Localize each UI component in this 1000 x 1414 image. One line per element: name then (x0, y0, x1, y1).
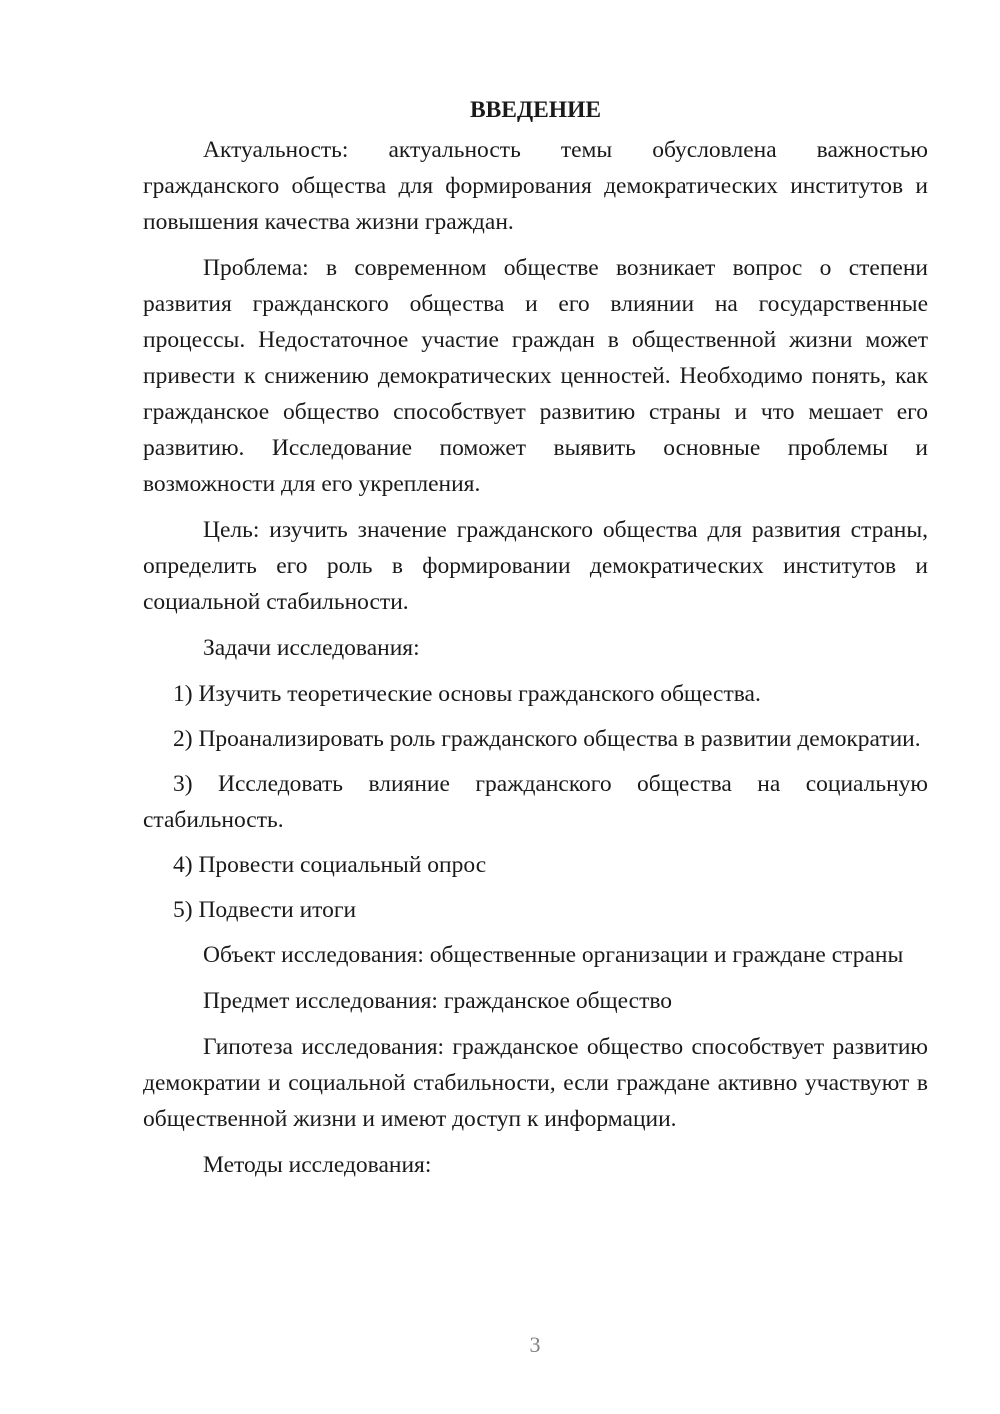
task-item-4: 4) Провести социальный опрос (173, 852, 487, 878)
relevance-paragraph: Актуальность: актуальность темы обусловлена важностью гражданского общества для формирования демократических институтов и повышения качества жизни граждан. (143, 137, 928, 235)
task-item-5: 5) Подвести итоги (173, 897, 357, 923)
problem-paragraph: Проблема: в современном обществе возникает вопрос о степени развития гражданского общества и его влиянии на государственные процессы. Недостаточное участие граждан в общественной жизни может привести к снижению демократических ценностей. Необходимо понять, как гражданское общество способствует развитию страны и что мешает его развитию. Исследование поможет выявить основные проблемы и возможности для его укрепления. (143, 255, 928, 497)
subject-paragraph: Предмет исследования: гражданское общество (203, 988, 673, 1014)
task-item-2: 2) Проанализировать роль гражданского общества в развитии демократии. (173, 726, 921, 752)
object-paragraph: Объект исследования: общественные организации и граждане страны (203, 942, 904, 968)
page-content (143, 92, 928, 1193)
section-title: ВВЕДЕНИЕ (469, 97, 602, 123)
hypothesis-paragraph: Гипотеза исследования: гражданское общество способствует развитию демократии и социальной стабильности, если граждане активно участвуют в общественной жизни и имеют доступ к информации. (143, 1034, 928, 1132)
goal-paragraph: Цель: изучить значение гражданского общества для развития страны, определить его роль в формировании демократических институтов и социальной стабильности. (143, 517, 928, 615)
task-item-3: 3) Исследовать влияние гражданского общества на социальную стабильность. (143, 771, 928, 833)
tasks-heading: Задачи исследования: (203, 635, 420, 661)
methods-heading: Методы исследования: (203, 1152, 432, 1178)
page-number: 3 (529, 1332, 541, 1357)
task-item-1: 1) Изучить теоретические основы гражданского общества. (173, 681, 761, 707)
